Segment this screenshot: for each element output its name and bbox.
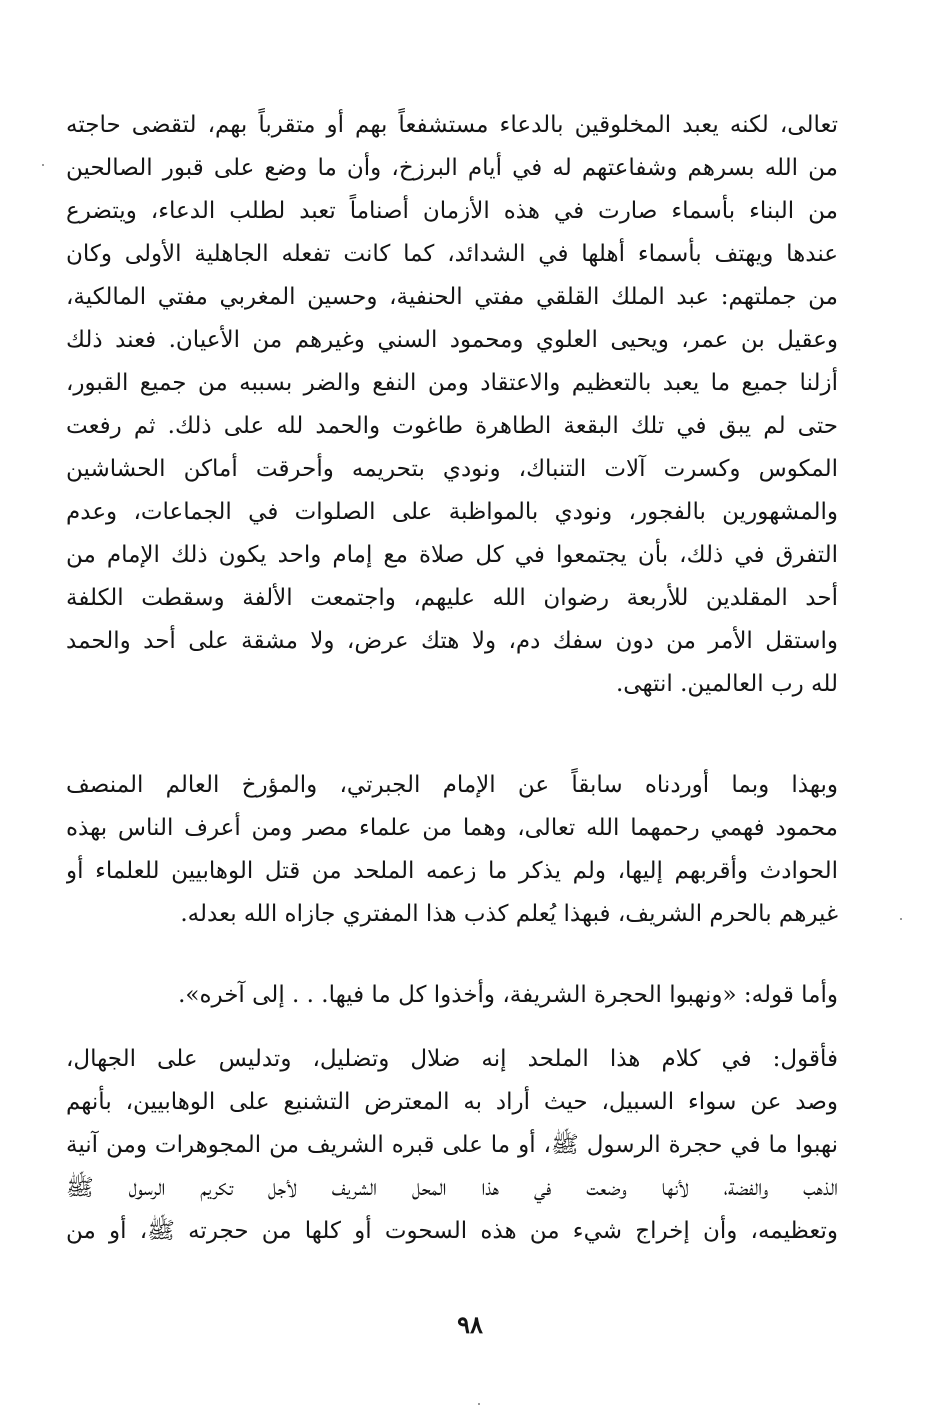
text-line: نهبوا ما في حجرة الرسول ﷺ، أو ما على قبره الشريف من المجوهرات ومن آنية — [66, 1132, 838, 1158]
text-line: أزلنا جميع ما يعبد بالتعظيم والاعتقاد ومن النفع والضر بسببه من جميع القبور، — [66, 370, 838, 396]
text-line: التفرق في ذلك، بأن يجتمعوا في كل صلاة مع إمام واحد يكون ذلك الإمام من — [66, 542, 838, 568]
paragraph-historians — [66, 764, 838, 936]
text-line: من الله بسرهم وشفاعتهم له في أيام البرزخ، وأن ما وضع على قبور الصالحين — [66, 155, 838, 181]
text-line: من جملتهم: عبد الملك القلقي مفتي الحنفية، وحسين المغربي مفتي المالكية، — [66, 284, 838, 310]
text-line: عندها ويهتف بأسماء أهلها في الشدائد، كما كانت تفعله الجاهلية الأولى وكان — [66, 241, 838, 267]
paragraph-letter-quote — [66, 104, 838, 706]
scan-speck — [478, 1403, 480, 1405]
page-number: ٩٨ — [457, 1310, 483, 1339]
text-line: وأما قوله: «ونهبوا الحجرة الشريفة، وأخذوا كل ما فيها. . . إلى آخره». — [178, 982, 838, 1008]
text-line: الذهب والفضة، لأنها وضعت في هذا المحل الشريف لأجل تكريم الرسول ﷺ — [66, 1175, 838, 1201]
scan-speck — [42, 164, 44, 166]
text-line: أحد المقلدين للأربعة رضوان الله عليهم، واجتمعت الألفة وسقطت الكلفة — [66, 585, 838, 611]
text-line: تعالى، لكنه يعبد المخلوقين بالدعاء مستشفعاً بهم أو متقرباً بهم، لتقضى حاجته — [66, 112, 838, 138]
text-line: وبهذا وبما أوردناه سابقاً عن الإمام الجبرتي، والمؤرخ العالم المنصف — [66, 772, 838, 798]
text-line: وعقيل بن عمر، ويحيى العلوي ومحمود السني وغيرهم من الأعيان. فعند ذلك — [66, 327, 838, 353]
text-line: الحوادث وأقربهم إليها، ولم يذكر ما زعمه الملحد من قتل الوهابيين للعلماء أو — [66, 858, 838, 884]
text-line: محمود فهمي رحمهما الله تعالى، وهما من علماء مصر ومن أعرف الناس بهذه — [66, 815, 838, 841]
text-line: والمشهورين بالفجور، ونودي بالمواظبة على الصلوات في الجماعات، وعدم — [66, 499, 838, 525]
scan-speck — [900, 918, 902, 920]
text-line: واستقل الأمر من دون سفك دم، ولا هتك عرض، ولا مشقة على أحد والحمد — [66, 628, 838, 654]
text-line: حتى لم يبق في تلك البقعة الطاهرة طاغوت والحمد لله على ذلك. ثم رفعت — [66, 413, 838, 439]
text-line: وتعظيمه، وأن إخراج شيء من هذه السحوت أو كلها من حجرته ﷺ، أو من — [66, 1218, 838, 1244]
text-line: المكوس وكسرت آلات التنباك، ونودي بتحريمه وأحرقت أماكن الحشاشين — [66, 456, 838, 482]
text-line: وصد عن سواء السبيل، حيث أراد به المعترض التشنيع على الوهابيين، بأنهم — [66, 1089, 838, 1115]
text-line: فأقول: في كلام هذا الملحد إنه ضلال وتضليل، وتدليس على الجهال، — [66, 1046, 838, 1072]
paragraph-response — [66, 1038, 838, 1253]
text-line: لله رب العالمين. انتهى. — [615, 671, 838, 697]
text-line: من البناء بأسماء صارت في هذه الأزمان أصناماً تعبد لطلب الدعاء، ويتضرع — [66, 198, 838, 224]
text-line: غيرهم بالحرم الشريف، فبهذا يُعلم كذب هذا المفتري جازاه الله بعدله. — [180, 901, 838, 927]
paragraph-claim-quote — [66, 974, 838, 1017]
